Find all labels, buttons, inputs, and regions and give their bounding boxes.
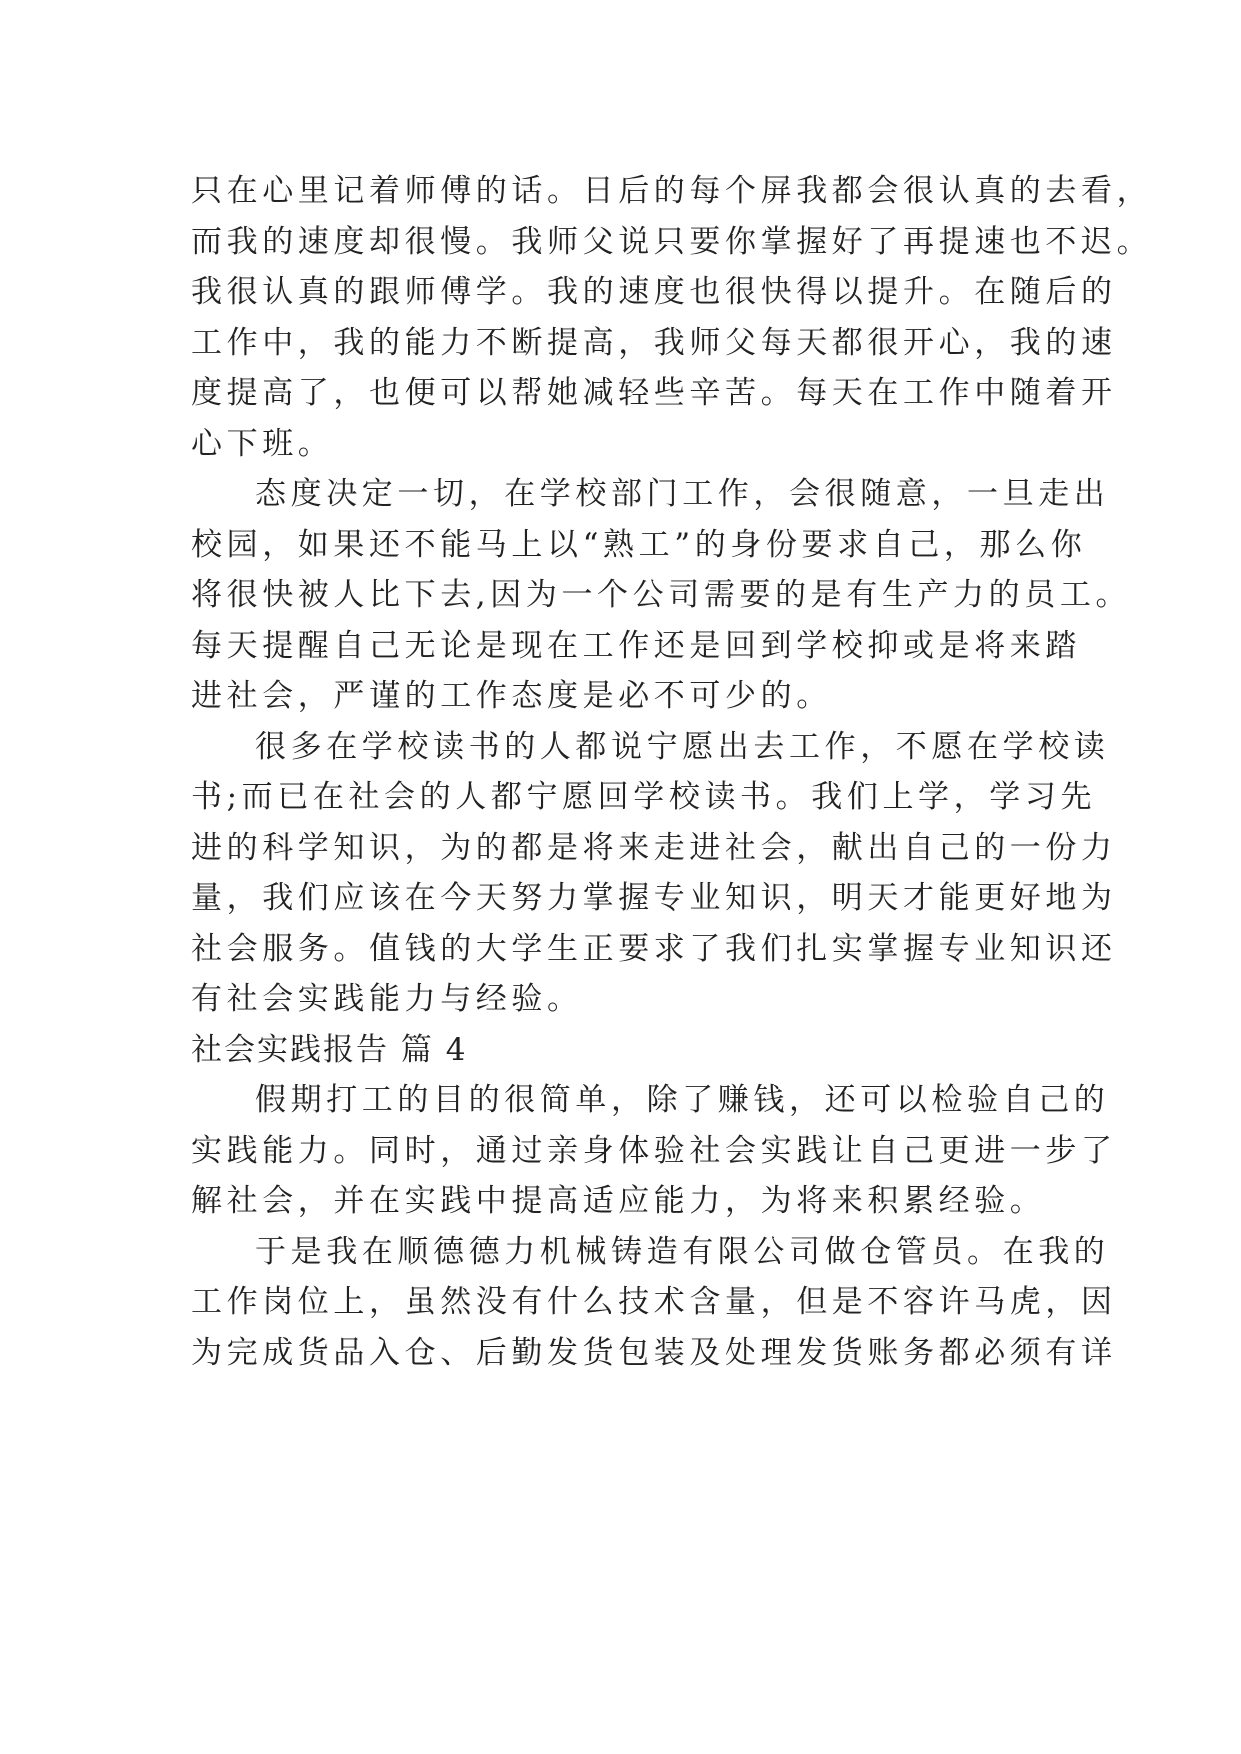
text-line: 量，我们应该在今天努力掌握专业知识，明天才能更好地为	[191, 880, 1117, 916]
text-line: 工作中，我的能力不断提高，我师父每天都很开心，我的速	[191, 324, 1117, 361]
text-line: 工作岗位上，虽然没有什么技术含量，但是不容许马虎，因	[191, 1284, 1117, 1320]
text-line: 书;而已在社会的人都宁愿回学校读书。我们上学，学习先	[191, 779, 1097, 815]
text-line: 进的科学知识，为的都是将来走进社会，献出自己的一份力	[191, 829, 1117, 866]
text-line: 社会服务。值钱的大学生正要求了我们扎实掌握专业知识还	[191, 930, 1117, 967]
text-line: 进社会，严谨的工作态度是必不可少的。	[191, 678, 832, 714]
text-line: 解社会，并在实践中提高适应能力，为将来积累经验。	[191, 1183, 1046, 1219]
text-line: 校园，如果还不能马上以“熟工”的身份要求自己，那么你	[191, 526, 1087, 563]
section-heading: 社会实践报告 篇 4	[191, 1031, 468, 1068]
text-line: 我很认真的跟师傅学。我的速度也很快得以提升。在随后的	[191, 274, 1117, 310]
text-line: 有社会实践能力与经验。	[191, 981, 583, 1017]
text-line: 实践能力。同时，通过亲身体验社会实践让自己更进一步了	[191, 1132, 1117, 1169]
paragraph-first-line: 假期打工的目的很简单，除了赚钱，还可以检验自己的	[255, 1082, 1110, 1118]
paragraph-first-line: 态度决定一切，在学校部门工作，会很随意，一旦走出	[255, 476, 1110, 512]
paragraph-first-line: 很多在学校读书的人都说宁愿出去工作，不愿在学校读	[255, 728, 1110, 765]
paragraph-first-line: 于是我在顺德德力机械铸造有限公司做仓管员。在我的	[255, 1233, 1110, 1270]
text-line: 只在心里记着师傅的话。日后的每个屏我都会很认真的去看，	[191, 173, 1153, 209]
text-line: 为完成货品入仓、后勤发货包装及处理发货账务都必须有详	[191, 1334, 1117, 1371]
text-line: 度提高了，也便可以帮她减轻些辛苦。每天在工作中随着开	[191, 375, 1117, 411]
text-line: 心下班。	[191, 425, 334, 462]
document-body	[191, 166, 1153, 1378]
text-line: 而我的速度却很慢。我师父说只要你掌握好了再提速也不迟。	[191, 223, 1153, 260]
text-line: 每天提醒自己无论是现在工作还是回到学校抑或是将来踏	[191, 627, 1081, 664]
text-line: 将很快被人比下去,因为一个公司需要的是有生产力的员工。	[191, 577, 1132, 613]
